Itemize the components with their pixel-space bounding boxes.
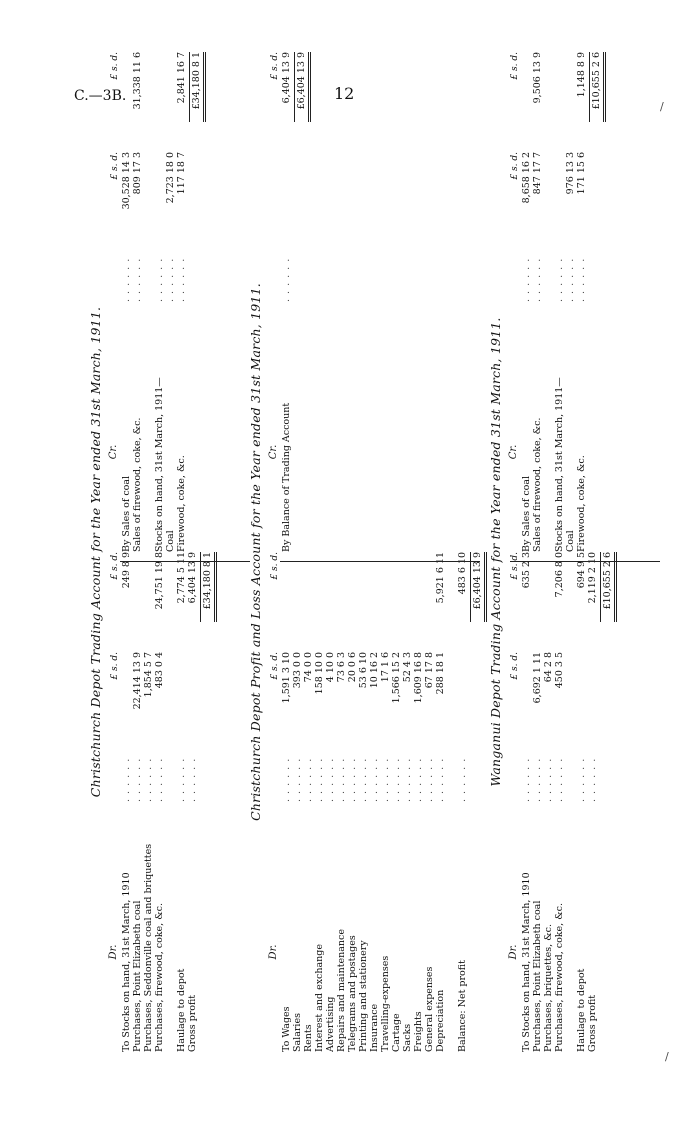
ledger-line: [413, 552, 424, 1052]
amount-outer: 2,119 2 10: [587, 552, 598, 604]
amount-inner: 8,658 16 2: [521, 152, 532, 204]
column-header: £ s. d.: [110, 52, 120, 80]
line-label: Rents: [303, 1024, 314, 1052]
line-label: Printing and stationery: [358, 940, 369, 1052]
amount-inner: 117 18 7: [176, 152, 187, 195]
ledger-line: [154, 52, 165, 552]
amount-outer: 31,338 11 6: [132, 52, 143, 110]
ledger-line: [532, 52, 543, 552]
sum-rule: [189, 52, 190, 122]
ledger-line: [565, 552, 576, 1052]
line-label: Purchases, Seddonville coal and briquettes: [143, 843, 154, 1052]
amount-inner: 847 17 7: [532, 152, 543, 195]
sum-rule: [200, 552, 201, 622]
account-title: Christchurch Depot Trading Account for the Year ended 31st March, 1911.: [88, 306, 103, 798]
ledger-line: [176, 552, 187, 1052]
total-double-rule: [203, 52, 206, 122]
leader-dots: . . . . . .: [576, 257, 587, 302]
line-label: Purchases, briquettes, &c.: [543, 923, 554, 1052]
line-label: Freights: [413, 1011, 424, 1052]
amount-inner: 2,723 18 0: [165, 152, 176, 204]
column-header: £ s. d.: [510, 52, 520, 80]
ledger-line: [543, 52, 554, 552]
line-label: Gross profit: [187, 994, 198, 1052]
line-label: By Sales of coal: [521, 475, 532, 552]
leader-dots: . . . . . .: [347, 757, 358, 802]
amount-inner: 158 10 0: [314, 652, 325, 695]
amount-inner: 6,692 1 11: [532, 652, 543, 704]
leader-dots: . . . . . .: [176, 757, 187, 802]
leader-dots: . . . . . .: [143, 757, 154, 802]
ledger-line: [402, 552, 413, 1052]
leader-dots: . . . . . .: [554, 757, 565, 802]
column-header: £ s. d.: [270, 552, 280, 580]
amount-inner: 976 13 3: [565, 152, 576, 195]
line-label: To Stocks on hand, 31st March, 1910: [521, 872, 532, 1052]
leader-dots: . . . . . .: [336, 757, 347, 802]
amount-inner: 73 6 3: [336, 652, 347, 683]
ledger-line: [576, 52, 587, 552]
amount-outer: 24,751 19 8: [154, 552, 165, 610]
line-label: By Balance of Trading Account: [281, 402, 292, 552]
ledger-line: [435, 552, 446, 1052]
line-label: Sales of firewood, coke, &c.: [132, 417, 143, 552]
leader-dots: . . . . . .: [303, 757, 314, 802]
total-double-rule: [603, 52, 606, 122]
amount-inner: 17 1 6: [380, 652, 391, 683]
line-label: Balance: Net profit: [457, 960, 468, 1052]
ledger-line: [281, 552, 292, 1052]
line-label: Insurance: [369, 1003, 380, 1052]
amount-outer: 7,206 8 0: [554, 552, 565, 598]
ledger-line: [143, 552, 154, 1052]
amount-inner: 450 3 5: [554, 652, 565, 689]
amount-inner: 74 0 0: [303, 652, 314, 683]
sum-rule: [470, 552, 471, 622]
amount-inner: 10 16 2: [369, 652, 380, 689]
ledger-line: [143, 52, 154, 552]
line-label: Firewood, coke, &c.: [176, 455, 187, 552]
scan-mark: /: [665, 1050, 669, 1063]
amount-inner: 4 10 0: [325, 652, 336, 683]
column-header: £ s. d.: [110, 552, 120, 580]
leader-dots: . . . . . .: [391, 757, 402, 802]
leader-dots: . . . . . .: [358, 757, 369, 802]
amount-inner: 64 2 8: [543, 652, 554, 683]
sum-rule: [589, 52, 590, 122]
leader-dots: . . . . . .: [281, 757, 292, 802]
ledger-line: [587, 552, 598, 1052]
leader-dots: . . . . . .: [565, 257, 576, 302]
ledger-line: [176, 52, 187, 552]
amount-inner: 22,414 13 9: [132, 652, 143, 710]
line-label: Stocks on hand, 31st March, 1911—: [154, 377, 165, 552]
total-double-rule: [614, 552, 617, 622]
leader-dots: . . . . . .: [554, 257, 565, 302]
ledger-line: [154, 552, 165, 1052]
amount-inner: 30,528 14 3: [121, 152, 132, 210]
line-label: Gross profit: [587, 994, 598, 1052]
ledger-line: [165, 552, 176, 1052]
leader-dots: . . . . . .: [165, 257, 176, 302]
column-header: £ s. d.: [510, 152, 520, 180]
leader-dots: . . . . . .: [176, 257, 187, 302]
amount-inner: 1,591 3 10: [281, 652, 292, 704]
amount-inner: 53 6 10: [358, 652, 369, 689]
line-label: Purchases, firewood, coke, &c.: [154, 902, 165, 1052]
account-total: £34,180 8 1: [191, 52, 202, 110]
scan-mark: /: [660, 100, 664, 113]
account-title: Christchurch Depot Profit and Loss Account for the Year ended 31st March, 1911.: [248, 283, 263, 821]
sum-rule: [600, 552, 601, 622]
ledger-line: [314, 552, 325, 1052]
ledger-line: [325, 552, 336, 1052]
amount-outer: 249 8 9: [121, 552, 132, 589]
line-label: Stocks on hand, 31st March, 1911—: [554, 377, 565, 552]
line-label: To Wages: [281, 1006, 292, 1052]
ledger-line: [303, 552, 314, 1052]
leader-dots: . . . . . .: [369, 757, 380, 802]
leader-dots: . . . . . .: [121, 257, 132, 302]
total-double-rule: [308, 52, 311, 122]
ledger-line: [532, 552, 543, 1052]
ledger-line: [576, 552, 587, 1052]
leader-dots: . . . . . .: [532, 757, 543, 802]
line-label: Coal: [165, 530, 176, 552]
ledger-line: [446, 552, 457, 1052]
amount-inner: 20 0 6: [347, 652, 358, 683]
page-number: 12: [334, 84, 355, 103]
line-label: Sales of firewood, coke, &c.: [532, 417, 543, 552]
ledger-line: [457, 552, 468, 1052]
leader-dots: . . . . . .: [132, 257, 143, 302]
ledger-line: [554, 552, 565, 1052]
ledger-line: [187, 552, 198, 1052]
amount-inner: 1,854 5 7: [143, 652, 154, 698]
sum-rule: [294, 52, 295, 122]
line-label: Telegrams and postages: [347, 935, 358, 1052]
account-total: £6,404 13 9: [296, 52, 307, 110]
christchurch-profit-loss-account: [250, 52, 490, 1052]
side-label: Dr.: [508, 944, 519, 960]
ledger-line: [292, 552, 303, 1052]
leader-dots: . . . . . .: [587, 757, 598, 802]
account-total: £10,655 2 6: [591, 52, 602, 110]
line-label: Interest and exchange: [314, 944, 325, 1052]
column-header: £ s. d.: [510, 652, 520, 680]
line-label: General expenses: [424, 966, 435, 1052]
wanganui-trading-account: [490, 52, 680, 1052]
leader-dots: . . . . . .: [435, 757, 446, 802]
amount-inner: 1,609 16 8: [413, 652, 424, 704]
amount-outer: 483 6 10: [457, 552, 468, 595]
leader-dots: . . . . . .: [314, 757, 325, 802]
leader-dots: . . . . . .: [413, 757, 424, 802]
side-label: Cr.: [108, 444, 119, 460]
column-divider: [120, 561, 250, 562]
ledger-line: [336, 552, 347, 1052]
ledger-line: [554, 52, 565, 552]
amount-outer: 2,841 16 7: [176, 52, 187, 104]
amount-outer: 5,921 6 11: [435, 552, 446, 604]
line-label: Sacks: [402, 1023, 413, 1052]
ledger-line: [281, 52, 292, 552]
leader-dots: . . . . . .: [380, 757, 391, 802]
column-divider: [280, 561, 480, 562]
line-label: Purchases, Point Elizabeth coal: [132, 900, 143, 1052]
amount-outer: 2,774 5 11: [176, 552, 187, 604]
line-label: Haulage to depot: [576, 968, 587, 1052]
page-reference: C.—3B.: [74, 88, 127, 104]
leader-dots: . . . . . .: [325, 757, 336, 802]
line-label: Purchases, Point Elizabeth coal: [532, 900, 543, 1052]
ledger-line: [424, 552, 435, 1052]
column-header: £ s. d.: [110, 652, 120, 680]
line-label: Travelling-expenses: [380, 955, 391, 1052]
account-total: £34,180 8 1: [202, 552, 213, 610]
line-label: To Stocks on hand, 31st March, 1910: [121, 872, 132, 1052]
ledger-line: [521, 52, 532, 552]
side-label: Dr.: [268, 944, 279, 960]
ledger-line: [358, 552, 369, 1052]
line-label: Cartage: [391, 1013, 402, 1052]
amount-inner: 288 18 1: [435, 652, 446, 695]
side-label: Cr.: [508, 444, 519, 460]
ledger-line: [565, 52, 576, 552]
amount-inner: 1,566 15 2: [391, 652, 402, 704]
account-title: Wanganui Depot Trading Account for the Year ended 31st March, 1911.: [488, 317, 503, 787]
leader-dots: . . . . . .: [532, 257, 543, 302]
amount-inner: 171 15 6: [576, 152, 587, 195]
line-label: Coal: [565, 530, 576, 552]
line-label: Purchases, firewood, coke, &c.: [554, 902, 565, 1052]
ledger-line: [369, 552, 380, 1052]
amount-inner: 67 17 8: [424, 652, 435, 689]
ledger-line: [347, 552, 358, 1052]
line-label: Firewood, coke, &c.: [576, 455, 587, 552]
column-header: £ s. d.: [110, 152, 120, 180]
amount-outer: 6,404 13 9: [187, 552, 198, 604]
amount-inner: 52 4 3: [402, 652, 413, 683]
leader-dots: . . . . . .: [132, 757, 143, 802]
column-header: £ s. d.: [510, 552, 520, 580]
ledger-line: [521, 552, 532, 1052]
leader-dots: . . . . . .: [292, 757, 303, 802]
total-double-rule: [484, 552, 487, 622]
amount-inner: 483 0 4: [154, 652, 165, 689]
leader-dots: . . . . . .: [521, 757, 532, 802]
leader-dots: . . . . . .: [154, 757, 165, 802]
amount-outer: 1,148 8 9: [576, 52, 587, 98]
line-label: Repairs and maintenance: [336, 929, 347, 1052]
line-label: Depreciation: [435, 989, 446, 1052]
leader-dots: . . . . . .: [187, 757, 198, 802]
leader-dots: . . . . . .: [121, 757, 132, 802]
leader-dots: . . . . . .: [543, 757, 554, 802]
ledger-line: [121, 52, 132, 552]
ledger-line: [165, 52, 176, 552]
account-total: £10,655 2 6: [602, 552, 613, 610]
leader-dots: . . . . . .: [281, 257, 292, 302]
ledger-line: [132, 52, 143, 552]
ledger-line: [543, 552, 554, 1052]
side-label: Dr.: [108, 944, 119, 960]
column-header: £ s. d.: [270, 652, 280, 680]
total-double-rule: [214, 552, 217, 622]
amount-inner: 809 17 3: [132, 152, 143, 195]
ledger-line: [380, 552, 391, 1052]
amount-inner: 393 0 0: [292, 652, 303, 689]
amount-outer: 694 9 5: [576, 552, 587, 589]
amount-outer: 9,506 13 9: [532, 52, 543, 104]
line-label: Advertising: [325, 996, 336, 1052]
ledger-line: [132, 552, 143, 1052]
ledger-line: [121, 552, 132, 1052]
line-label: Haulage to depot: [176, 968, 187, 1052]
amount-outer: 635 2 3: [521, 552, 532, 589]
line-label: Salaries: [292, 1013, 303, 1052]
side-label: Cr.: [268, 444, 279, 460]
leader-dots: . . . . . .: [521, 257, 532, 302]
leader-dots: . . . . . .: [424, 757, 435, 802]
leader-dots: . . . . . .: [402, 757, 413, 802]
leader-dots: . . . . . .: [576, 757, 587, 802]
ledger-line: [391, 552, 402, 1052]
account-total: £6,404 13 9: [472, 552, 483, 610]
column-header: £ s. d.: [270, 52, 280, 80]
leader-dots: . . . . . .: [457, 757, 468, 802]
amount-outer: 6,404 13 9: [281, 52, 292, 104]
leader-dots: . . . . . .: [154, 257, 165, 302]
line-label: By Sales of coal: [121, 475, 132, 552]
rotated-ledger-page: [90, 32, 690, 1052]
column-divider: [510, 561, 660, 562]
